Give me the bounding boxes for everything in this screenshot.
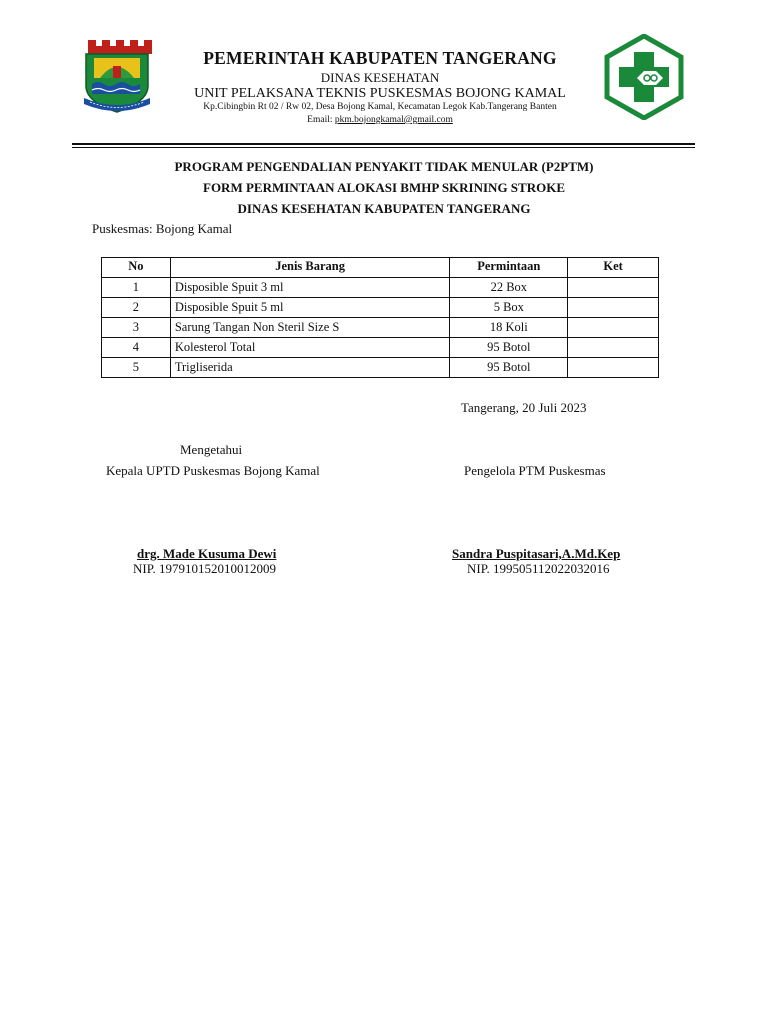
header-government: PEMERINTAH KABUPATEN TANGERANG <box>203 48 557 68</box>
left-signer-role: Kepala UPTD Puskesmas Bojong Kamal <box>106 463 320 478</box>
title-form: FORM PERMINTAAN ALOKASI BMHP SKRINING STROKE <box>203 180 565 195</box>
table-row <box>102 278 659 298</box>
header-unit: UNIT PELAKSANA TEKNIS PUSKESMAS BOJONG KAMAL <box>194 86 566 101</box>
table-row <box>102 318 659 338</box>
cell-item: Disposible Spuit 3 ml <box>170 278 450 298</box>
request-table <box>101 257 659 378</box>
cell-note <box>568 318 659 338</box>
right-signer-role: Pengelola PTM Puskesmas <box>464 463 606 478</box>
email-link[interactable]: pkm.bojongkamal@gmail.com <box>334 115 453 125</box>
cell-note <box>568 338 659 358</box>
table-header-row <box>102 258 659 278</box>
cell-no: 5 <box>102 358 171 378</box>
kabupaten-tangerang-emblem-icon <box>80 38 154 116</box>
cell-request: 18 Koli <box>450 318 568 338</box>
cell-no: 1 <box>102 278 171 298</box>
title-dinas: DINAS KESEHATAN KABUPATEN TANGERANG <box>237 201 531 216</box>
place-date: Tangerang, 20 Juli 2023 <box>461 400 587 415</box>
acknowledge-label: Mengetahui <box>180 442 243 457</box>
cell-no: 3 <box>102 318 171 338</box>
puskesmas-line: Puskesmas: Bojong Kamal <box>92 221 233 236</box>
header-note: Ket <box>568 258 659 278</box>
cell-item: Sarung Tangan Non Steril Size S <box>170 318 450 338</box>
header-agency: DINAS KESEHATAN <box>320 70 440 85</box>
left-signer-nip: NIP. 197910152010012009 <box>133 561 277 576</box>
header-request: Permintaan <box>450 258 568 278</box>
cell-item: Disposible Spuit 5 ml <box>170 298 450 318</box>
cell-request: 22 Box <box>450 278 568 298</box>
header-item: Jenis Barang <box>170 258 450 278</box>
email-label: Email: <box>307 115 335 125</box>
cell-no: 4 <box>102 338 171 358</box>
header-email-line <box>150 115 610 125</box>
cell-item: Trigliserida <box>170 358 450 378</box>
header-rule-thin <box>72 147 695 148</box>
table-row <box>102 358 659 378</box>
right-signer-nip: NIP. 199505112022032016 <box>467 561 610 576</box>
cell-note <box>568 298 659 318</box>
cell-request: 95 Botol <box>450 338 568 358</box>
cell-request: 95 Botol <box>450 358 568 378</box>
cell-note <box>568 278 659 298</box>
table-row <box>102 298 659 318</box>
puskesmas-emblem-icon <box>601 34 687 120</box>
header-rule-thick <box>72 143 695 145</box>
header-no: No <box>102 258 171 278</box>
cell-note <box>568 358 659 378</box>
cell-no: 2 <box>102 298 171 318</box>
header-address: Kp.Cibingbin Rt 02 / Rw 02, Desa Bojong Kamal, Kecamatan Legok Kab.Tangerang Banten <box>203 102 557 112</box>
left-signer-name: drg. Made Kusuma Dewi <box>137 546 277 561</box>
table-row <box>102 338 659 358</box>
cell-item: Kolesterol Total <box>170 338 450 358</box>
cell-request: 5 Box <box>450 298 568 318</box>
title-program: PROGRAM PENGENDALIAN PENYAKIT TIDAK MENULAR (P2PTM) <box>174 159 594 174</box>
right-signer-name: Sandra Puspitasari,A.Md.Kep <box>452 546 621 561</box>
